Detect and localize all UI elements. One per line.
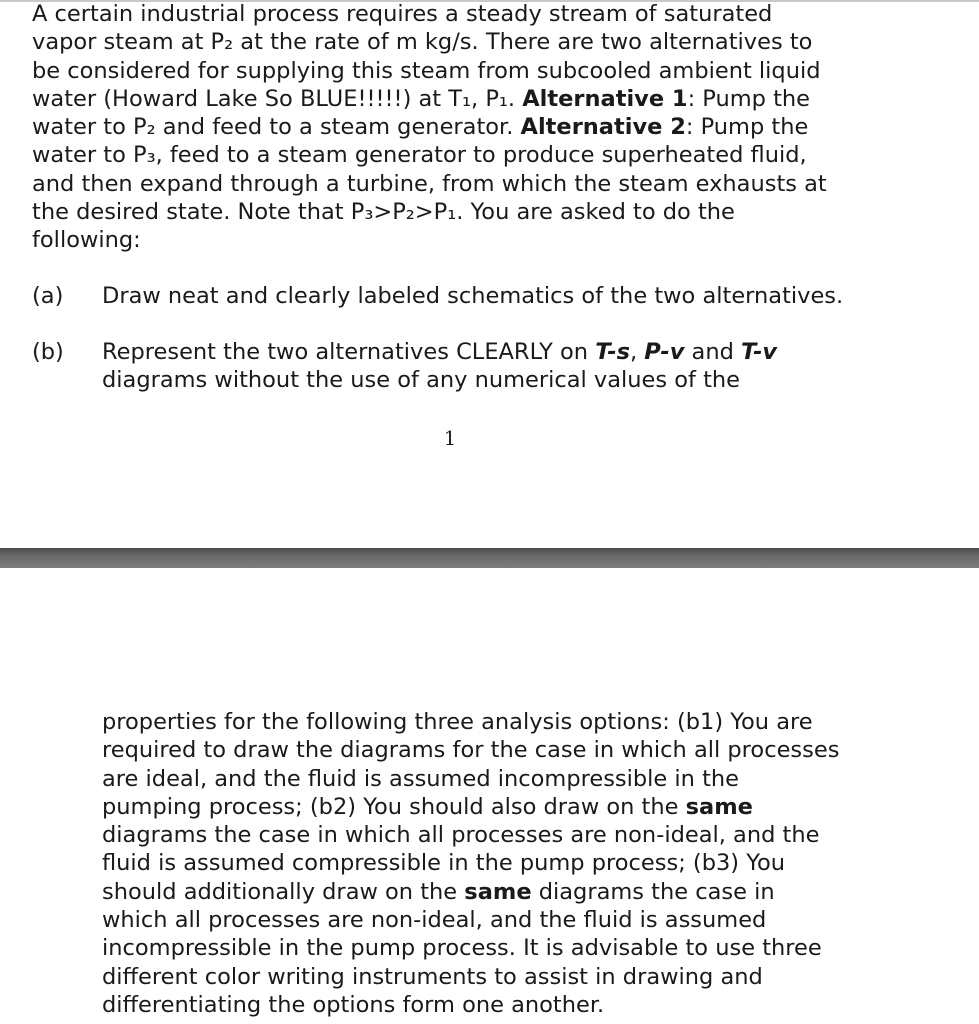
intro-line-7: and then expand through a turbine, from which the steam exhausts at: [32, 170, 827, 197]
alternative-1-label: Alternative 1: [522, 85, 688, 112]
problem-intro-paragraph: [32, 0, 932, 255]
item-b-sep-2: and: [684, 339, 742, 365]
intro-line-3: be considered for supplying this steam from subcooled ambient liquid: [32, 57, 821, 84]
item-a-marker: (a): [32, 283, 64, 309]
intro-line-9: following:: [32, 227, 141, 254]
continuation-paragraph: [102, 708, 942, 1019]
continuation-part-1: properties for the following three analysis options: (b1) You are required to draw the diagrams for the case in which all processes are ideal, and the fluid is assumed incompressible in the pumping process; (b2) You should also draw on the: [102, 709, 840, 820]
same-emphasis-2: same: [464, 878, 532, 905]
item-a-text: Draw neat and clearly labeled schematics of the two alternatives.: [102, 283, 844, 309]
continuation-part-2: diagrams the case in which all processes are non-ideal, and the fluid is assumed compressible in the pump process; (b3) You should additionally draw on the: [102, 822, 820, 905]
alternative-2-lead: : Pump the: [685, 114, 809, 141]
item-b-marker: (b): [32, 339, 64, 365]
page-2: [0, 568, 979, 1024]
item-b-text-post: diagrams without the use of any numerical values of the: [102, 367, 741, 394]
item-b-text-pre: Represent the two alternatives CLEARLY on: [102, 339, 596, 365]
intro-line-1: A certain industrial process requires a steady stream of saturated: [32, 1, 773, 27]
item-b-sep-1: ,: [629, 339, 645, 365]
alternative-1-lead: : Pump the: [687, 85, 811, 112]
intro-line-6: water to P₃, feed to a steam generator to produce superheated fluid,: [32, 142, 807, 169]
intro-line-5: water to P₂ and feed to a steam generator.: [32, 114, 514, 141]
same-emphasis-1: same: [685, 793, 753, 820]
intro-line-8: the desired state. Note that P₃>P₂>P₁. You are asked to do the: [32, 199, 735, 226]
tv-diagram-label: T-v: [741, 339, 778, 365]
pv-diagram-label: P-v: [644, 339, 685, 365]
alternative-2-label: Alternative 2: [520, 114, 686, 141]
continuation-part-3: diagrams the case in which all processes are non-ideal, and the fluid is assumed incompressible in the pump process. It is advisable to use three different color writing instruments to assist in drawing and differentiating the options form one another.: [102, 878, 822, 1018]
item-b-text: [102, 338, 902, 395]
intro-line-4: water (Howard Lake So BLUE!!!!!) at T₁, P₁.: [32, 85, 516, 112]
page-separator: [0, 548, 979, 568]
page-number: 1: [443, 426, 457, 450]
intro-line-2: vapor steam at P₂ at the rate of m kg/s. There are two alternatives to: [32, 29, 813, 56]
ts-diagram-label: T-s: [595, 339, 630, 365]
